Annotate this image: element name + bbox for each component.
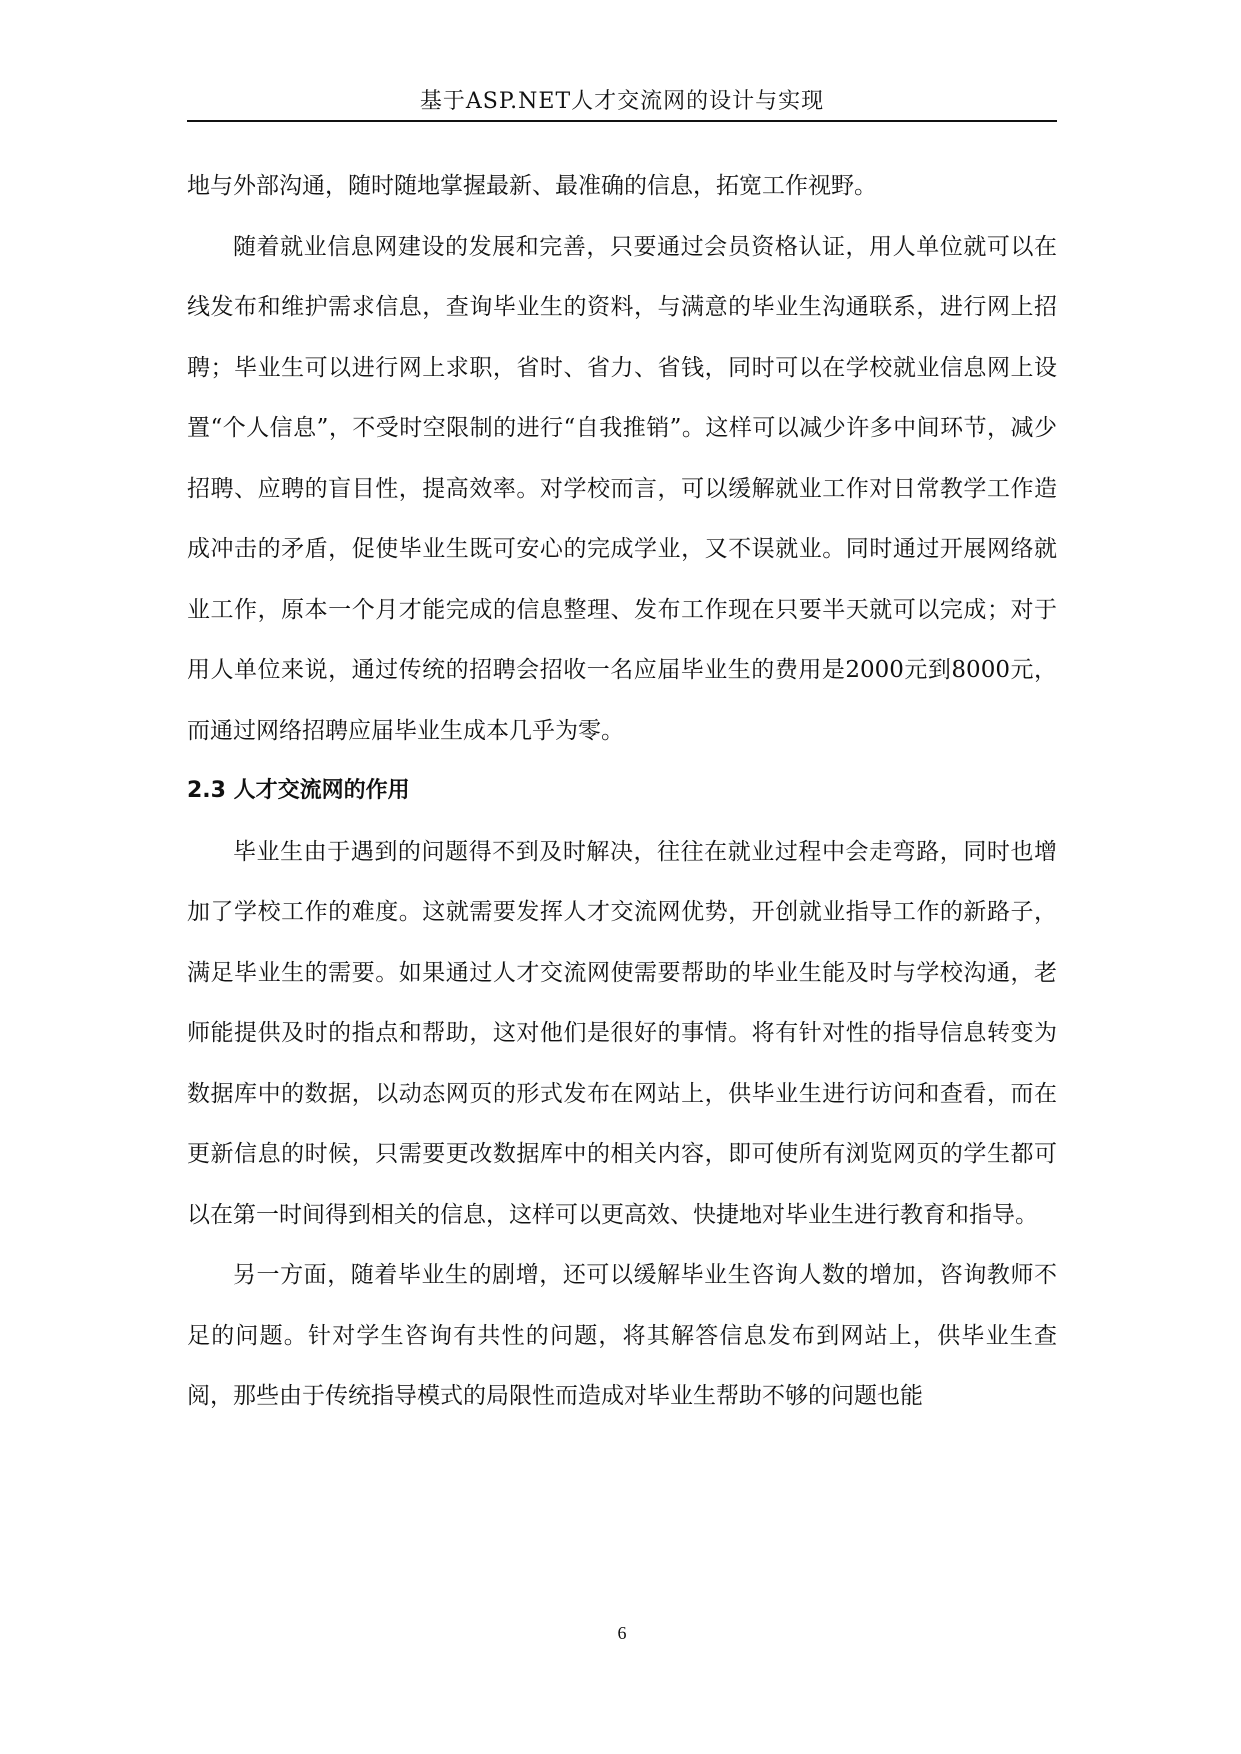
body-text: [187, 156, 1057, 1427]
paragraph-employment-network: 随着就业信息网建设的发展和完善，只要通过会员资格认证，用人单位就可以在线发布和维护需求信息，查询毕业生的资料，与满意的毕业生沟通联系，进行网上招聘；毕业生可以进行网上求职，省时、省力、省钱，同时可以在学校就业信息网上设置“个人信息”，不受时空限制的进行“自我推销”。这样可以减少许多中间环节，减少招聘、应聘的盲目性，提高效率。对学校而言，可以缓解就业工作对日常教学工作造成冲击的矛盾，促使毕业生既可安心的完成学业，又不误就业。同时通过开展网络就业工作，原本一个月才能完成的信息整理、发布工作现在只要半天就可以完成；对于用人单位来说，通过传统的招聘会招收一名应届毕业生的费用是2000元到8000元，而通过网络招聘应届毕业生成本几乎为零。: [187, 233, 1057, 744]
running-header: 基于ASP.NET人才交流网的设计与实现: [419, 89, 825, 114]
paragraph-consultation: 另一方面，随着毕业生的剧增，还可以缓解毕业生咨询人数的增加，咨询教师不足的问题。针对学生咨询有共性的问题，将其解答信息发布到网站上，供毕业生查阅，那些由于传统指导模式的局限性而造成对毕业生帮助不够的问题也能: [187, 1262, 1057, 1409]
page-number: 6: [617, 1623, 627, 1643]
section-heading: 2.3 人才交流网的作用: [187, 778, 410, 803]
paragraph-continuation: 地与外部沟通，随时随地掌握最新、最准确的信息，拓宽工作视野。: [187, 173, 877, 199]
header-rule: [187, 120, 1057, 122]
paragraph-graduate-guidance: 毕业生由于遇到的问题得不到及时解决，往往在就业过程中会走弯路，同时也增加了学校工作的难度。这就需要发挥人才交流网优势，开创就业指导工作的新路子，满足毕业生的需要。如果通过人才交流网使需要帮助的毕业生能及时与学校沟通，老师能提供及时的指点和帮助，这对他们是很好的事情。将有针对性的指导信息转变为数据库中的数据，以动态网页的形式发布在网站上，供毕业生进行访问和查看，而在更新信息的时候，只需要更改数据库中的相关内容，即可使所有浏览网页的学生都可以在第一时间得到相关的信息，这样可以更高效、快捷地对毕业生进行教育和指导。: [187, 838, 1057, 1228]
